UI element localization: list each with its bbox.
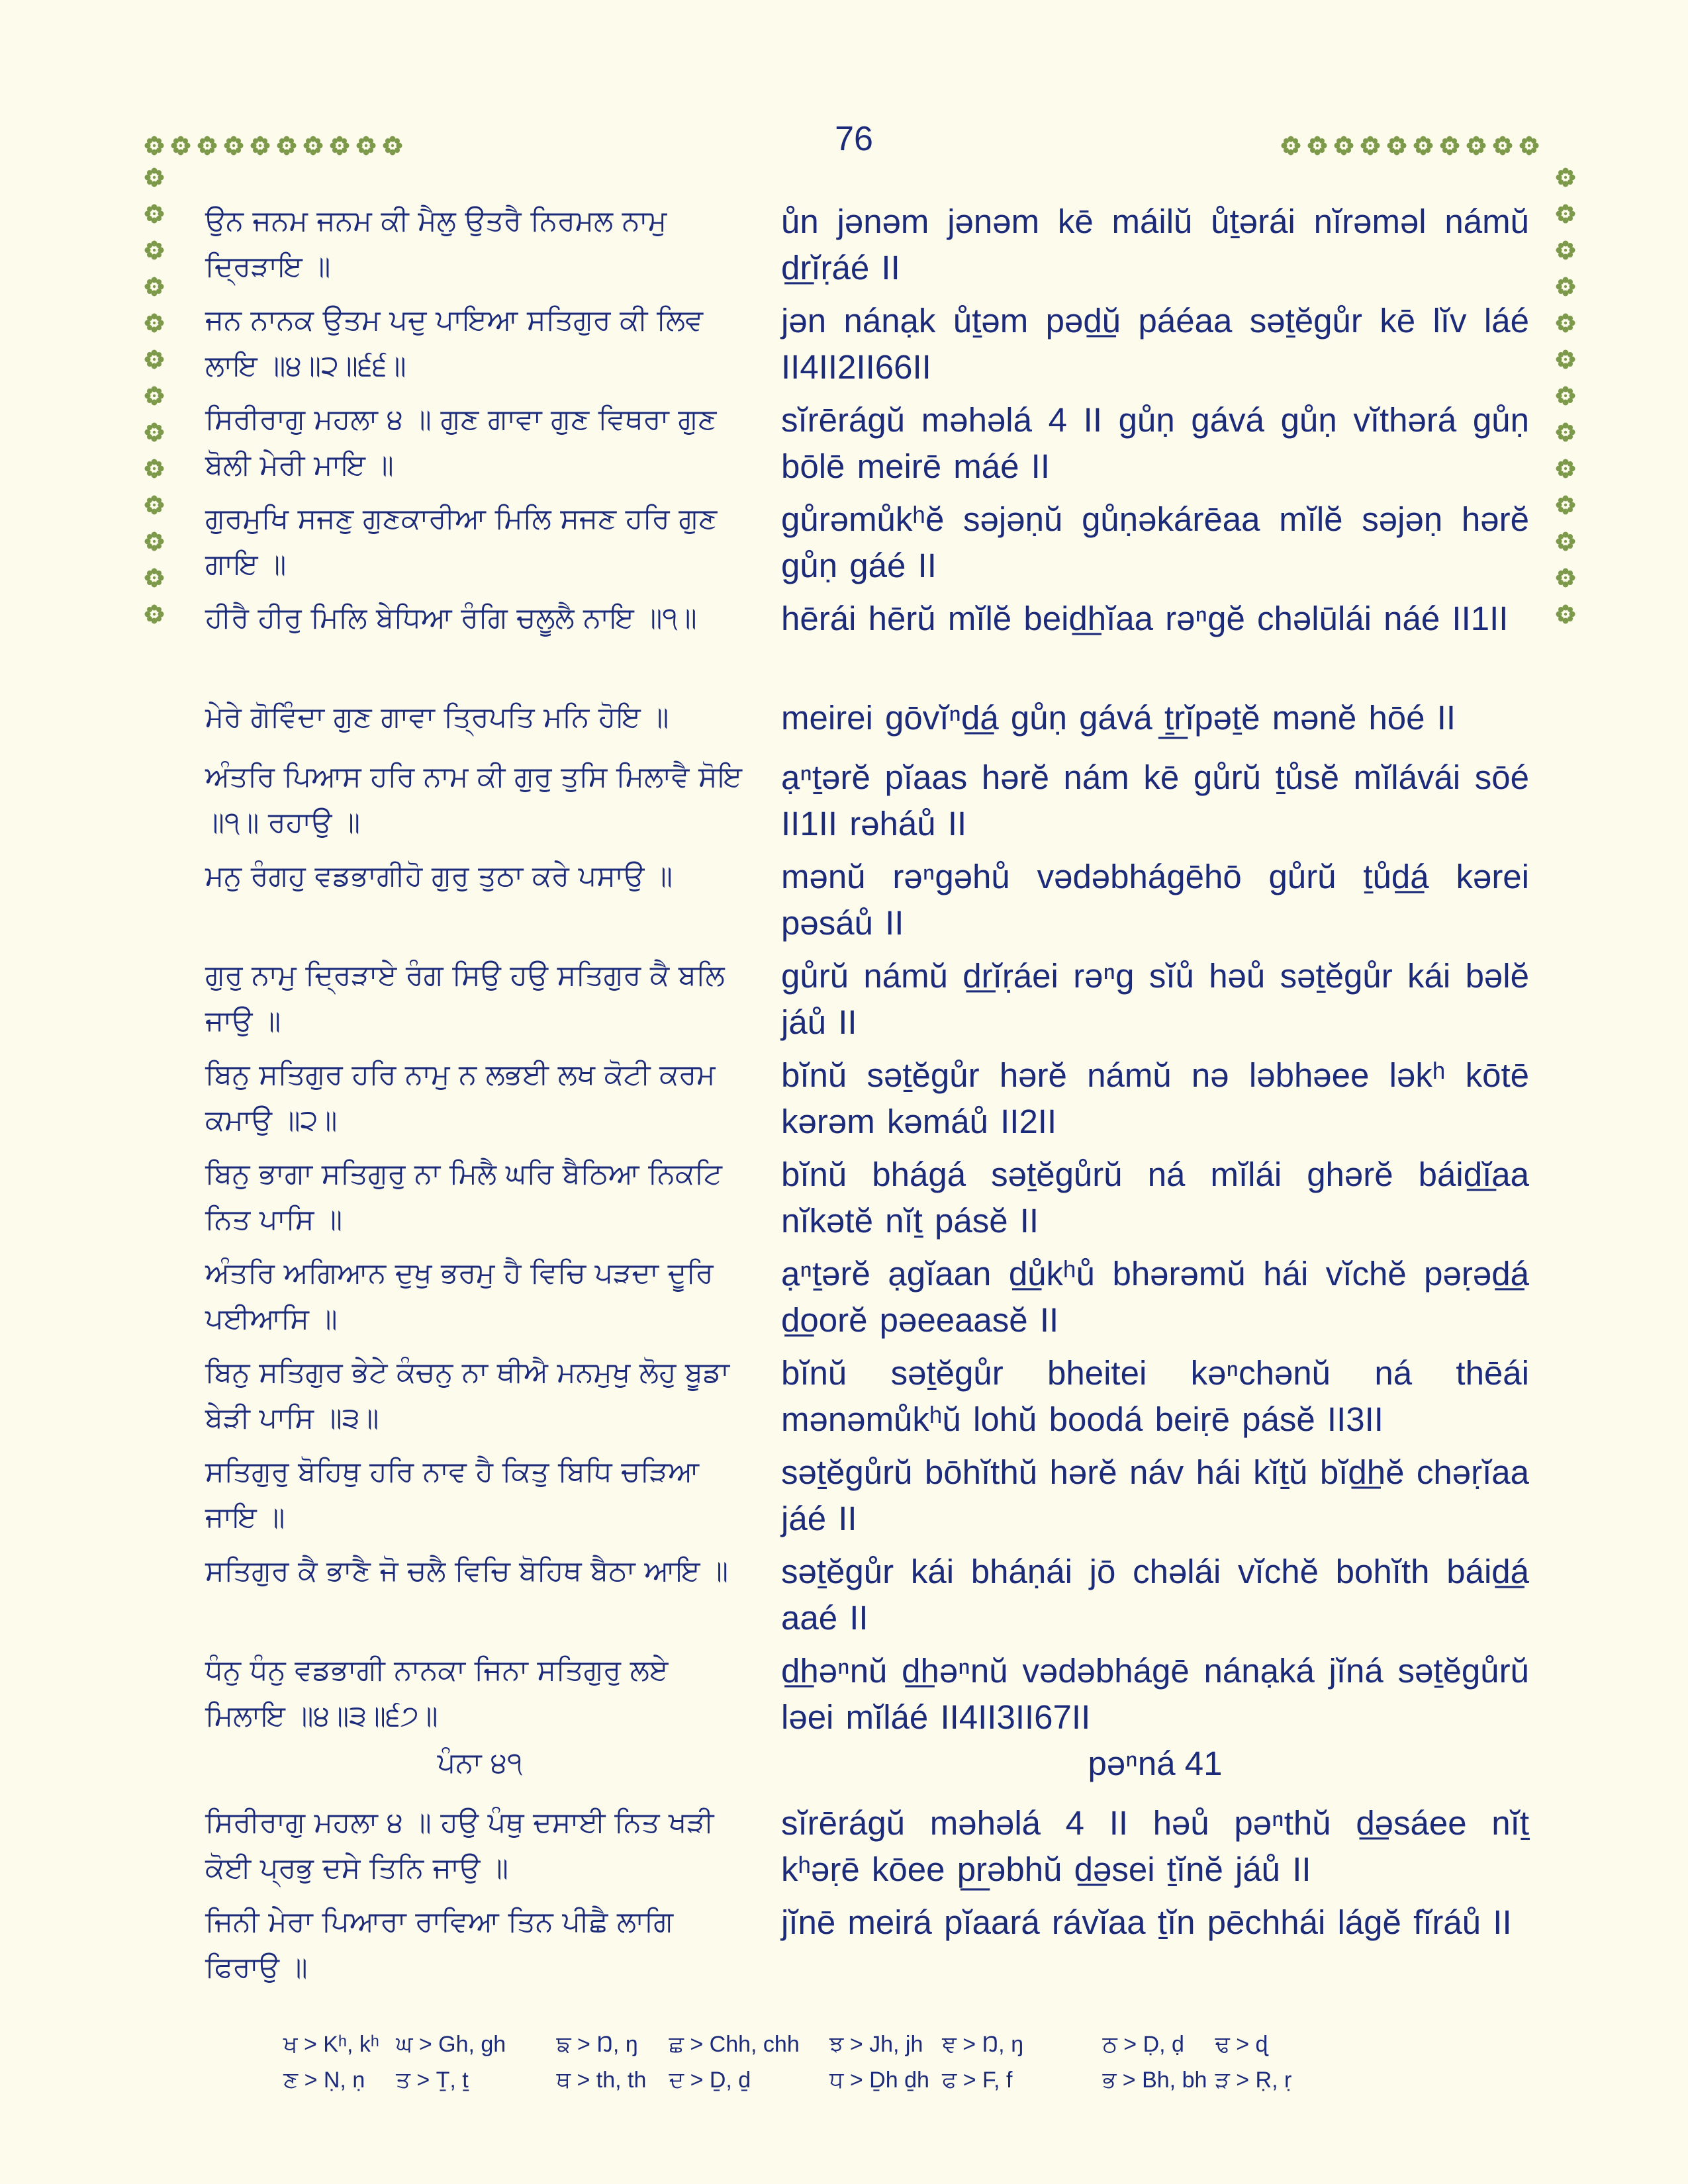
- flower-ornament-icon: [1556, 495, 1575, 515]
- flower-ornament-icon: [1556, 459, 1575, 478]
- border-left: [144, 167, 164, 624]
- gurmukhi-line: ਅੰਤਰਿ ਪਿਆਸ ਹਰਿ ਨਾਮ ਕੀ ਗੁਰੁ ਤੁਸਿ ਮਿਲਾਵੈ ਸੋਇ ॥੧॥ ਰਹਾਉ ॥: [205, 760, 743, 839]
- transliteration-line: gůrəmůkʰĕ səjəṇŭ gůṇəkárēaa mĭlĕ səjəṇ hərĕ gůṇ gáé II: [781, 500, 1529, 584]
- pana-translit: pəⁿná 41: [1088, 1745, 1223, 1782]
- flower-ornament-icon: [144, 386, 164, 406]
- legend-entry: ਫ > F, f: [942, 2068, 1013, 2093]
- gurmukhi-line: ਸਤਿਗੁਰੁ ਬੋਹਿਥੁ ਹਰਿ ਨਾਵ ਹੈ ਕਿਤੁ ਬਿਧਿ ਚੜਿਆ ਜਾਇ ॥: [205, 1455, 700, 1534]
- flower-ornament-icon: [224, 136, 244, 156]
- gurmukhi-line: ਜਿਨੀ ਮੇਰਾ ਪਿਆਰਾ ਰਾਵਿਆ ਤਿਨ ਪੀਛੈ ਲਾਗਿ ਫਿਰਾਉ ॥: [205, 1905, 674, 1984]
- legend-entry: ਢ > ɖ: [1215, 2032, 1268, 2057]
- gurmukhi-line: ਸਤਿਗੁਰ ਕੈ ਭਾਣੈ ਜੋ ਚਲੈ ਵਿਚਿ ਬੋਹਿਥ ਬੈਠਾ ਆਇ ॥: [205, 1555, 729, 1588]
- transliteration-line: ạⁿṯərĕ pĭaas hərĕ nám kē gůrŭ ṯůsĕ mĭlávái sōé II1II rəháů II: [781, 758, 1529, 842]
- legend-entry: ਣ > Ṇ, ṇ: [283, 2068, 365, 2093]
- flower-ornament-icon: [144, 349, 164, 369]
- flower-ornament-icon: [144, 604, 164, 624]
- legend-entry: ੜ > Ṛ, ṛ: [1215, 2068, 1292, 2093]
- legend-entry: ਠ > Ḍ, ḍ: [1102, 2032, 1184, 2057]
- flower-ornament-icon: [1556, 277, 1575, 296]
- legend-row: [283, 2068, 1376, 2103]
- flower-ornament-icon: [144, 495, 164, 515]
- flower-ornament-icon: [356, 136, 376, 156]
- transliteration-line: sĭrērágŭ məhəlá 4 II gůṇ gává gůṇ vĭthərá gůṇ bōlē meirē máé II: [781, 401, 1529, 485]
- verse-block: [205, 199, 1542, 1985]
- legend-entry: ਤ > Ṯ, ṯ: [396, 2068, 469, 2093]
- transliteration-line: jən nánạk ůṯəm pəd͟ŭ páéaa səṯĕgůr kē lĭv láé II4II2II66II: [781, 302, 1529, 386]
- legend-entry: ਥ > th, th: [556, 2068, 647, 2093]
- flower-ornament-icon: [197, 136, 217, 156]
- flower-ornament-icon: [277, 136, 297, 156]
- flower-ornament-icon: [383, 136, 402, 156]
- transliteration-line: ạⁿṯərĕ ạgĭaan d͟ůkʰů bhərəmŭ hái vĭchĕ pəṛəd͟á d͟oorĕ pəeeaasĕ II: [781, 1255, 1529, 1339]
- legend-entry: ਘ > Gh, gh: [396, 2032, 506, 2057]
- transliteration-line: bĭnŭ bhágá səṯĕgůrŭ ná mĭlái ghərĕ báid͟ĭaa nĭkətĕ nĭṯ pásĕ II: [781, 1156, 1529, 1240]
- transliteration-line: bĭnŭ səṯĕgůr bheitei kəⁿchənŭ ná thēái mənəmůkʰŭ lohŭ boodá beiṛē pásĕ II3II: [781, 1354, 1529, 1438]
- flower-ornament-icon: [250, 136, 270, 156]
- legend-entry: ਙ > Ŋ, ŋ: [556, 2032, 638, 2057]
- flower-ornament-icon: [1556, 604, 1575, 624]
- flower-ornament-icon: [171, 136, 191, 156]
- gurmukhi-line: ਧੰਨੁ ਧੰਨੁ ਵਡਭਾਗੀ ਨਾਨਕਾ ਜਿਨਾ ਸਤਿਗੁਰੁ ਲਏ ਮਿਲਾਇ ॥੪॥੩॥੬੭॥: [205, 1654, 669, 1733]
- flower-ornament-icon: [1556, 422, 1575, 442]
- gurmukhi-line: ਗੁਰੁ ਨਾਮੁ ਦ੍ਰਿੜਾਏ ਰੰਗ ਸਿਉ ਹਉ ਸਤਿਗੁਰ ਕੈ ਬਲਿ ਜਾਉ ॥: [205, 959, 725, 1038]
- gurmukhi-line: ਹੀਰੈ ਹੀਰੁ ਮਿਲਿ ਬੇਧਿਆ ਰੰਗਿ ਚਲੂਲੈ ਨਾਇ ॥੧॥: [205, 602, 697, 635]
- flower-ornament-icon: [144, 240, 164, 260]
- flower-ornament-icon: [1466, 136, 1486, 156]
- page-number: 76: [835, 120, 873, 158]
- flower-ornament-icon: [1556, 386, 1575, 406]
- flower-ornament-icon: [1519, 136, 1539, 156]
- transliteration-line: ůn jənəm jənəm kē máilŭ ůṯərái nĭrəməl námŭ d͟rĭṛáé II: [781, 203, 1529, 287]
- flower-ornament-icon: [1556, 167, 1575, 187]
- border-top-right: [1281, 136, 1539, 156]
- legend-entry: ਦ > Ḏ, ḏ: [669, 2068, 751, 2093]
- transliteration-line: gůrŭ námŭ d͟rĭṛáei rəⁿg sĭů həů səṯĕgůr kái bəlĕ jáů II: [781, 957, 1529, 1041]
- gurmukhi-line: ਉਨ ਜਨਮ ਜਨਮ ਕੀ ਮੈਲੁ ਉਤਰੈ ਨਿਰਮਲ ਨਾਮੁ ਦ੍ਰਿੜਾਇ ॥: [205, 205, 667, 283]
- gurmukhi-line: ਮੇਰੇ ਗੋਵਿੰਦਾ ਗੁਣ ਗਾਵਾ ਤ੍ਰਿਪਤਿ ਮਨਿ ਹੋਇ ॥: [205, 701, 669, 734]
- legend-entry: ਞ > Ŋ, ŋ: [942, 2032, 1023, 2057]
- legend-entry: ਛ > Chh, chh: [669, 2032, 800, 2057]
- legend-entry: ਝ > Jh, jh: [829, 2032, 923, 2057]
- flower-ornament-icon: [1556, 204, 1575, 224]
- flower-ornament-icon: [144, 568, 164, 588]
- flower-ornament-icon: [144, 167, 164, 187]
- border-right: [1556, 167, 1575, 624]
- transliteration-legend: [283, 2032, 1376, 2103]
- transliteration-line: meirei gōvĭⁿd͟á gůṇ gává ṯ͟rĭpəṯĕ mənĕ hōé II: [781, 699, 1456, 737]
- transliteration-line: d͟həⁿnŭ d͟həⁿnŭ vədəbhágē nánạká jĭná səṯĕgůrŭ ləei mĭláé II4II3II67II: [781, 1652, 1529, 1736]
- flower-ornament-icon: [303, 136, 323, 156]
- legend-entry: ਭ > Bh, bh: [1102, 2068, 1207, 2093]
- flower-ornament-icon: [1556, 240, 1575, 260]
- border-top-left: [144, 136, 402, 156]
- transliteration-line: səṯĕgůr kái bháṇái jō chəlái vĭchĕ bohĭth báid͟á aaé II: [781, 1553, 1529, 1637]
- transliteration-line: sĭrērágŭ məhəlá 4 II həů pəⁿthŭ d͟əsáee nĭṯ kʰəṛē kōee p͟rəbhŭ d͟əsei ṯĭnĕ jáů II: [781, 1804, 1529, 1888]
- gurmukhi-line: ਬਿਨੁ ਸਤਿਗੁਰ ਹਰਿ ਨਾਮੁ ਨ ਲਭਈ ਲਖ ਕੋਟੀ ਕਰਮ ਕਮਾਉ ॥੨॥: [205, 1058, 716, 1137]
- flower-ornament-icon: [1307, 136, 1327, 156]
- flower-ornament-icon: [144, 422, 164, 442]
- flower-ornament-icon: [1334, 136, 1354, 156]
- gurmukhi-line: ਸਿਰੀਰਾਗੁ ਮਹਲਾ ੪ ॥ ਗੁਣ ਗਾਵਾ ਗੁਣ ਵਿਥਰਾ ਗੁਣ ਬੋਲੀ ਮੇਰੀ ਮਾਇ ॥: [205, 403, 717, 482]
- legend-row: [283, 2032, 1376, 2068]
- flower-ornament-icon: [144, 277, 164, 296]
- gurmukhi-line: ਸਿਰੀਰਾਗੁ ਮਹਲਾ ੪ ॥ ਹਉ ਪੰਥੁ ਦਸਾਈ ਨਿਤ ਖੜੀ ਕੋਈ ਪ੍ਰਭੁ ਦਸੇ ਤਿਨਿ ਜਾਉ ॥: [205, 1806, 714, 1885]
- gurmukhi-line: ਬਿਨੁ ਭਾਗਾ ਸਤਿਗੁਰੁ ਨਾ ਮਿਲੈ ਘਰਿ ਬੈਠਿਆ ਨਿਕਟਿ ਨਿਤ ਪਾਸਿ ॥: [205, 1158, 722, 1236]
- legend-entry: ਖ > Kʰ, kʰ: [283, 2032, 379, 2057]
- gurmukhi-line: ਬਿਨੁ ਸਤਿਗੁਰ ਭੇਟੇ ਕੰਚਨੁ ਨਾ ਥੀਐ ਮਨਮੁਖੁ ਲੋਹੁ ਬੂਡਾ ਬੇੜੀ ਪਾਸਿ ॥੩॥: [205, 1356, 730, 1435]
- transliteration-line: səṯĕgůrŭ bōhĭthŭ hərĕ náv hái kĭṯŭ bĭd͟hĕ chəṛĭaa jáé II: [781, 1453, 1529, 1537]
- flower-ornament-icon: [1556, 568, 1575, 588]
- flower-ornament-icon: [144, 313, 164, 333]
- transliteration-line: hērái hērŭ mĭlĕ beid͟hĭaa rəⁿgĕ chəlūlái náé II1II: [781, 600, 1509, 637]
- transliteration-line: bĭnŭ səṯĕgůr hərĕ námŭ nə ləbhəee ləkʰ kōtē kərəm kəmáů II2II: [781, 1056, 1529, 1140]
- flower-ornament-icon: [1413, 136, 1433, 156]
- flower-ornament-icon: [1556, 531, 1575, 551]
- flower-ornament-icon: [144, 459, 164, 478]
- transliteration-line: jĭnē meirá pĭaará rávĭaa ṯĭn pēchhái lágĕ fĭráů II: [781, 1903, 1512, 1941]
- legend-entry: ਧ > Ḏh ḏh: [829, 2068, 929, 2093]
- flower-ornament-icon: [1360, 136, 1380, 156]
- gurmukhi-line: ਮਨੁ ਰੰਗਹੁ ਵਡਭਾਗੀਹੋ ਗੁਰੁ ਤੁਠਾ ਕਰੇ ਪਸਾਉ ॥: [205, 860, 673, 893]
- transliteration-line: mənŭ rəⁿgəhů vədəbhágēhō gůrŭ ṯůd͟á kərei pəsáů II: [781, 858, 1529, 942]
- flower-ornament-icon: [1387, 136, 1407, 156]
- gurmukhi-line: ਜਨ ਨਾਨਕ ਉਤਮ ਪਦੁ ਪਾਇਆ ਸਤਿਗੁਰ ਕੀ ਲਿਵ ਲਾਇ ॥੪॥੨॥੬੬॥: [205, 304, 703, 383]
- flower-ornament-icon: [1556, 313, 1575, 333]
- flower-ornament-icon: [1493, 136, 1513, 156]
- pana-gurmukhi: ਪੰਨਾ ੪੧: [437, 1747, 523, 1780]
- flower-ornament-icon: [1281, 136, 1301, 156]
- flower-ornament-icon: [144, 204, 164, 224]
- flower-ornament-icon: [144, 136, 164, 156]
- flower-ornament-icon: [1440, 136, 1460, 156]
- gurmukhi-line: ਗੁਰਮੁਖਿ ਸਜਣੁ ਗੁਣਕਾਰੀਆ ਮਿਲਿ ਸਜਣ ਹਰਿ ਗੁਣ ਗਾਇ ॥: [205, 502, 718, 581]
- gurmukhi-line: ਅੰਤਰਿ ਅਗਿਆਨ ਦੁਖੁ ਭਰਮੁ ਹੈ ਵਿਚਿ ਪੜਦਾ ਦੂਰਿ ਪਈਆਸਿ ॥: [205, 1257, 714, 1336]
- flower-ornament-icon: [1556, 349, 1575, 369]
- flower-ornament-icon: [144, 531, 164, 551]
- flower-ornament-icon: [330, 136, 350, 156]
